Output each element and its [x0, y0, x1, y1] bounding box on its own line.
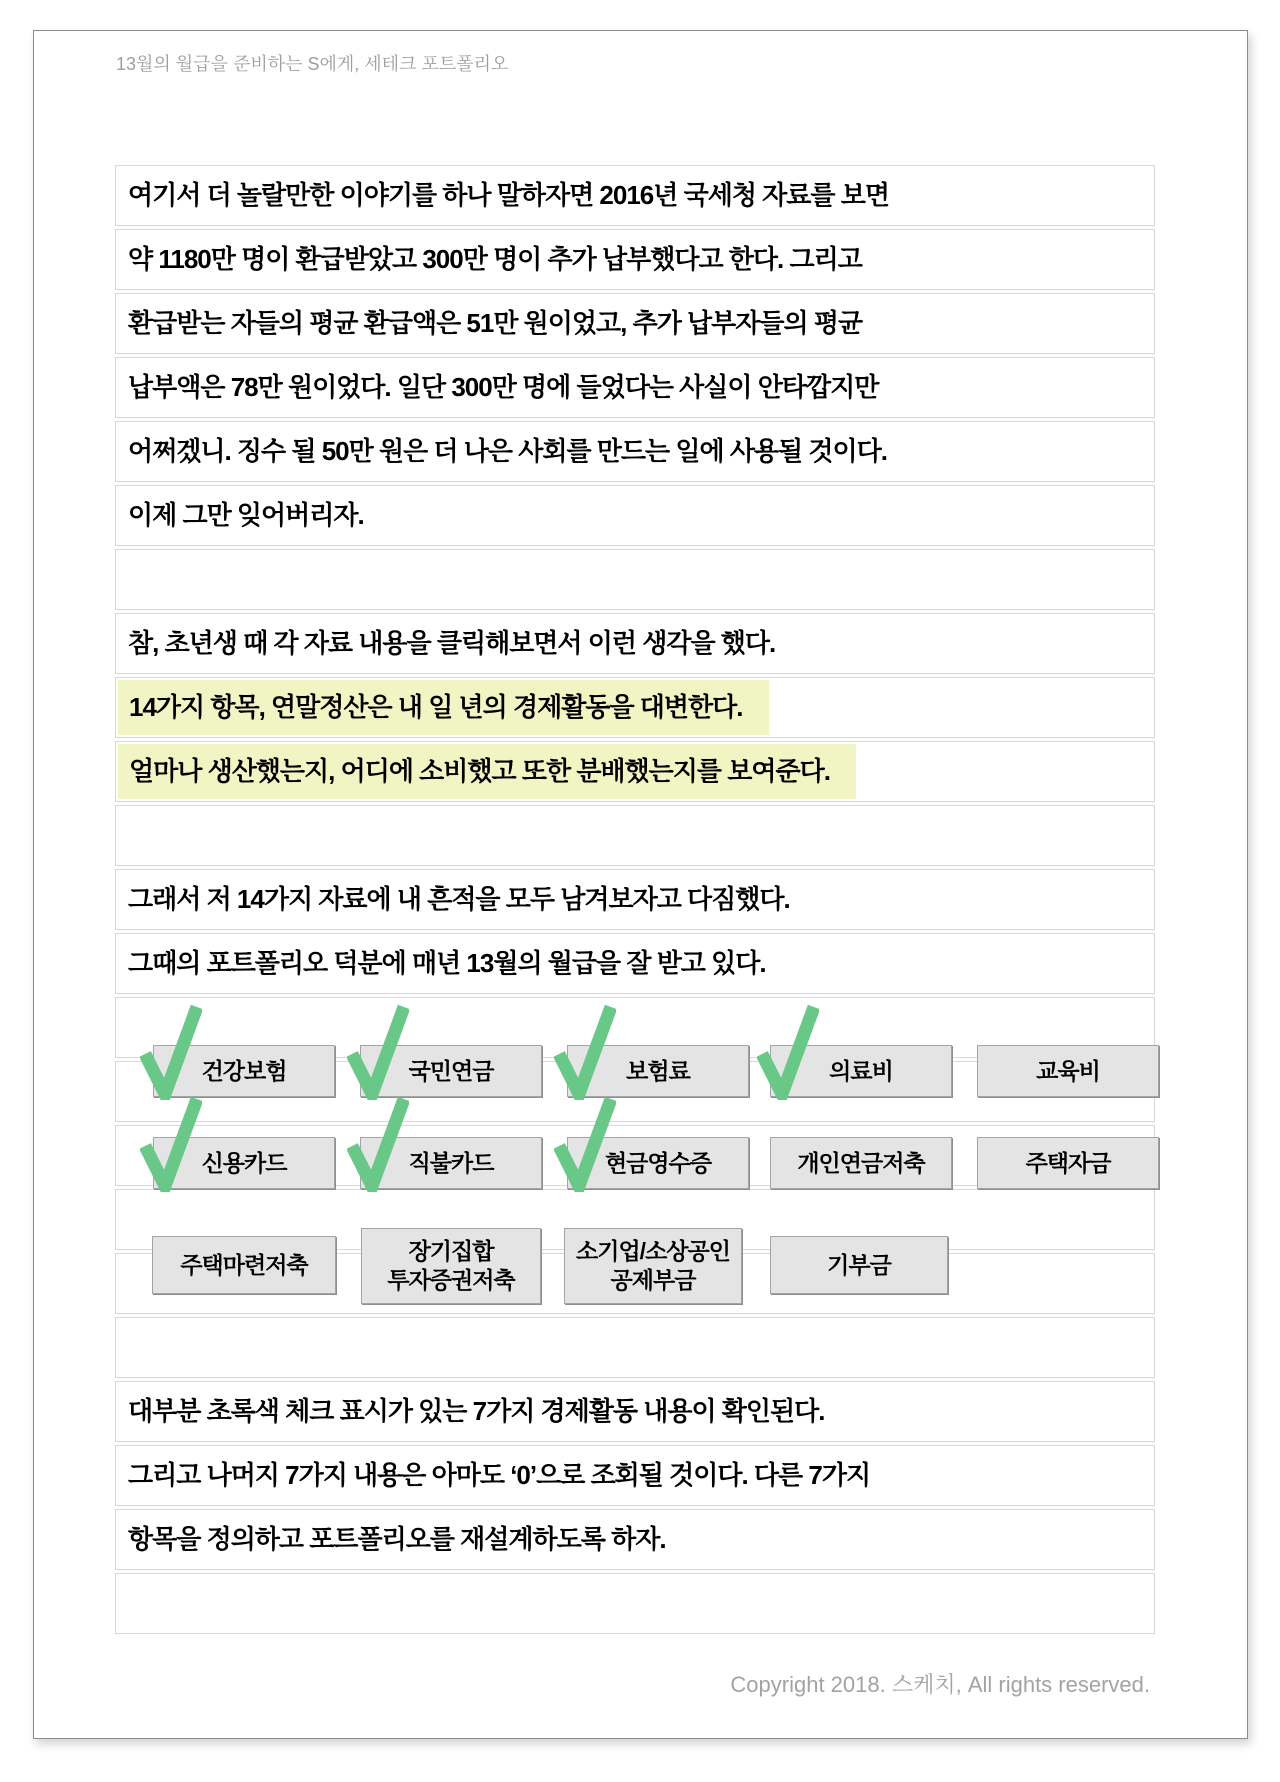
text-row: 납부액은 78만 원이었다. 일단 300만 명에 들었다는 사실이 안타깝지만	[115, 357, 1155, 418]
document-body	[115, 165, 1155, 1637]
empty-row	[115, 805, 1155, 866]
item-button[interactable]: 직불카드	[360, 1137, 542, 1189]
item-button[interactable]: 국민연금	[360, 1045, 542, 1097]
text-row: 환급받는 자들의 평균 환급액은 51만 원이었고, 추가 납부자들의 평균	[115, 293, 1155, 354]
item-button[interactable]: 현금영수증	[567, 1137, 749, 1189]
highlighted-text: 얼마나 생산했는지, 어디에 소비했고 또한 분배했는지를 보여준다.	[118, 744, 856, 799]
item-button[interactable]: 신용카드	[153, 1137, 335, 1189]
item-button[interactable]: 기부금	[770, 1236, 948, 1294]
item-button[interactable]: 주택자금	[977, 1137, 1159, 1189]
item-button[interactable]: 보험료	[567, 1045, 749, 1097]
text-row: 대부분 초록색 체크 표시가 있는 7가지 경제활동 내용이 확인된다.	[115, 1381, 1155, 1442]
empty-row	[115, 549, 1155, 610]
text-row: 그리고 나머지 7가지 내용은 아마도 ‘0’으로 조회될 것이다. 다른 7가지	[115, 1445, 1155, 1506]
text-row: 항목을 정의하고 포트폴리오를 재설계하도록 하자.	[115, 1509, 1155, 1570]
item-button[interactable]: 소기업/소상공인 공제부금	[564, 1228, 742, 1304]
highlight-row	[115, 677, 1155, 738]
text-row: 그때의 포트폴리오 덕분에 매년 13월의 월급을 잘 받고 있다.	[115, 933, 1155, 994]
empty-row	[115, 1573, 1155, 1634]
text-row: 어쩌겠니. 징수 될 50만 원은 더 나은 사회를 만드는 일에 사용될 것이다.	[115, 421, 1155, 482]
item-button[interactable]: 건강보험	[153, 1045, 335, 1097]
item-button[interactable]: 주택마련저축	[152, 1236, 336, 1294]
text-row: 여기서 더 놀랄만한 이야기를 하나 말하자면 2016년 국세청 자료를 보면	[115, 165, 1155, 226]
item-button[interactable]: 의료비	[770, 1045, 952, 1097]
copyright-text: Copyright 2018. 스케치, All rights reserved.	[730, 1672, 1150, 1697]
item-button[interactable]: 개인연금저축	[770, 1137, 952, 1189]
highlight-row	[115, 741, 1155, 802]
text-row: 이제 그만 잊어버리자.	[115, 485, 1155, 546]
highlighted-text: 14가지 항목, 연말정산은 내 일 년의 경제활동을 대변한다.	[118, 680, 769, 735]
empty-row	[115, 1317, 1155, 1378]
item-button[interactable]: 교육비	[977, 1045, 1159, 1097]
document-subtitle: 13월의 월급을 준비하는 S에게, 세테크 포트폴리오	[116, 54, 509, 74]
item-button[interactable]: 장기집합 투자증권저축	[361, 1228, 541, 1304]
text-row: 약 1180만 명이 환급받았고 300만 명이 추가 납부했다고 한다. 그리고	[115, 229, 1155, 290]
text-row: 그래서 저 14가지 자료에 내 흔적을 모두 남겨보자고 다짐했다.	[115, 869, 1155, 930]
text-row: 참, 초년생 때 각 자료 내용을 클릭해보면서 이런 생각을 했다.	[115, 613, 1155, 674]
